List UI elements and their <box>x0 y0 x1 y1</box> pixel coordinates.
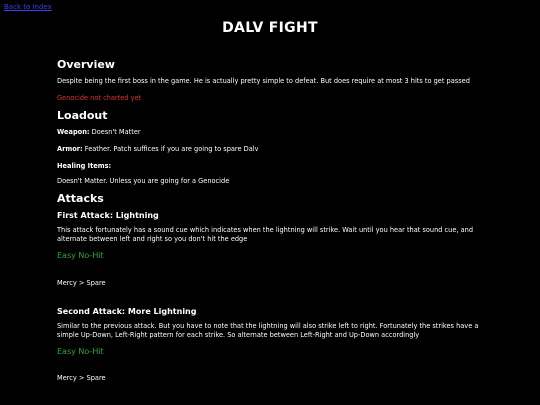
mercy-instruction: Mercy > Spare <box>57 374 106 383</box>
attack-title: Second Attack: More Lightning <box>57 306 197 316</box>
armor-label: Armor: <box>57 144 83 153</box>
healing-line <box>57 162 497 171</box>
attack-description: Similar to the previous attack. But you have to note that the lightning will also strike left to right. Fortunately the strikes have a simple Up-Down, Left-Right pattern for each strike. So alternate between Left-Right and Up-Down accordingly <box>57 321 479 339</box>
attacks-heading: Attacks <box>57 192 104 206</box>
weapon-label: Weapon: <box>57 127 90 136</box>
page-title: DALV FIGHT <box>222 20 318 36</box>
healing-value: Doesn't Matter. Unless you are going for a Genocide <box>57 177 230 186</box>
armor-value: Feather. Patch suffices if you are going to spare Dalv <box>84 144 259 153</box>
mercy-instruction: Mercy > Spare <box>57 278 106 287</box>
genocide-note: Genocide not charted yet <box>57 93 142 102</box>
overview-heading: Overview <box>57 58 115 71</box>
overview-text: Despite being the first boss in the game. He is actually pretty simple to defeat. But does require at most 3 hits to get passed <box>57 77 470 85</box>
healing-label: Healing Items: <box>57 161 112 170</box>
loadout-heading: Loadout <box>57 108 108 122</box>
weapon-line <box>57 128 497 137</box>
difficulty-badge: Easy No-Hit <box>57 346 104 356</box>
weapon-value: Doesn't Matter <box>91 127 141 136</box>
attack-title: First Attack: Lightning <box>57 211 159 221</box>
main-content <box>57 57 497 383</box>
difficulty-badge: Easy No-Hit <box>57 251 104 261</box>
attack-description: This attack fortunately has a sound cue which indicates when the lightning will strike. Wait until you hear that sound cue, and alternate between left and right so you don't hit the edge <box>57 226 473 244</box>
armor-line <box>57 145 497 154</box>
back-to-index-link[interactable]: Back to Index <box>4 3 52 11</box>
